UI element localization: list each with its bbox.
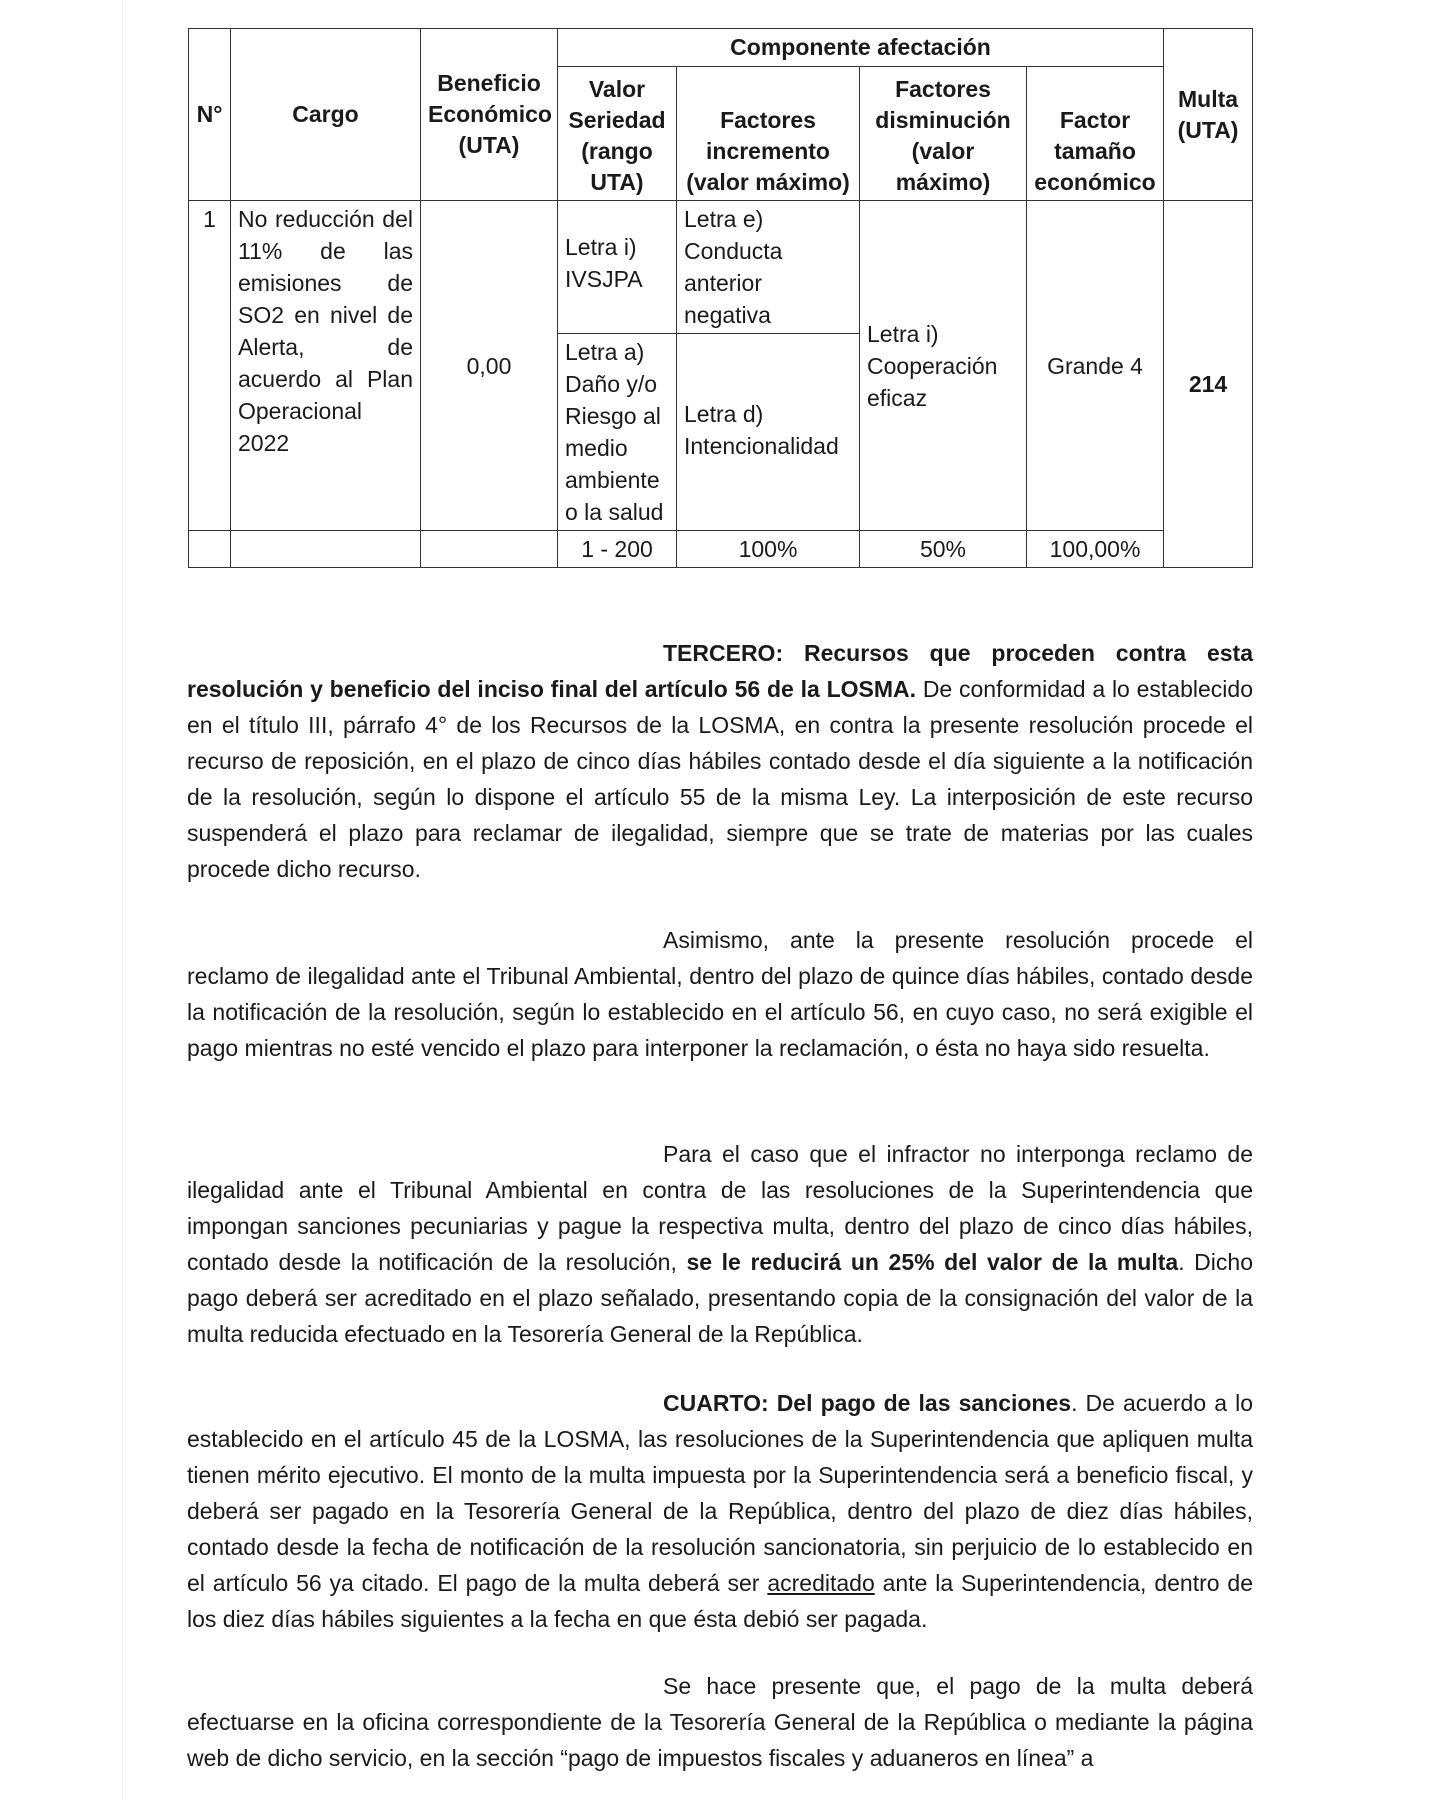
cell-cargo: No reducción del 11% de las emisiones de SO2 en nivel de Alerta, de acuerdo al Plan Operacional 2022 <box>231 201 421 531</box>
cell-valor-1: Letra i) IVSJPA <box>558 201 677 334</box>
footer-disminucion: 50% <box>860 531 1027 568</box>
header-factores-disminucion: Factores disminución (valor máximo) <box>860 67 1027 201</box>
cell-incremento-2: Letra d) Intencionalidad <box>677 334 860 531</box>
tercero-heading: TERCERO: Recursos que proceden contra esta resolución y beneficio del inciso final del artículo 56 de la LOSMA. <box>187 640 1253 702</box>
footer-tamano: 100,00% <box>1027 531 1164 568</box>
section-para-el-caso <box>187 1136 1253 1352</box>
para-el-caso-bold: se le reducirá un 25% del valor de la multa <box>686 1249 1179 1275</box>
header-beneficio: Beneficio Económico (UTA) <box>421 29 558 201</box>
tercero-body: De conformidad a lo establecido en el título III, párrafo 4° de los Recursos de la LOSMA, en contra la presente resolución procede el recurso de reposición, en el plazo de cinco días hábiles contado desde el día siguiente a la notificación de la resolución, según lo dispone el artículo 55 de la misma Ley. La interposición de este recurso suspenderá el plazo para reclamar de ilegalidad, siempre que se trate de materias por las cuales procede dicho recurso. <box>187 676 1253 882</box>
section-asimismo <box>187 922 1253 1066</box>
section-cuarto <box>187 1385 1253 1637</box>
cell-n: 1 <box>189 201 231 531</box>
cuarto-heading: CUARTO: Del pago de las sanciones <box>663 1390 1072 1416</box>
cuarto-body-end: ante la Superintendencia, dentro de los diez días hábiles siguientes a la fecha en que ésta debió ser pagada. <box>187 1570 1253 1632</box>
cell-incremento-1: Letra e) Conducta anterior negativa <box>677 201 860 334</box>
header-multa: Multa (UTA) <box>1164 29 1253 201</box>
cuarto-underlined: acreditado <box>767 1570 875 1596</box>
se-hace-paragraph: Se hace presente que, el pago de la multa deberá efectuarse en la oficina correspondiente de la Tesorería General de la República o mediante la página web de dicho servicio, en la sección “pago de impuestos fiscales y aduaneros en línea” a <box>187 1673 1253 1771</box>
cell-tamano: Grande 4 <box>1027 201 1164 531</box>
cell-valor-2: Letra a) Daño y/o Riesgo al medio ambiente o la salud <box>558 334 677 531</box>
header-valor-seriedad: Valor Seriedad (rango UTA) <box>558 67 677 201</box>
para-el-caso-text: Para el caso que el infractor no interponga reclamo de ilegalidad ante el Tribunal Ambiental en contra de las resoluciones de la Superintendencia que impongan sanciones pecuniarias y pague la respectiva multa, dentro del plazo de cinco días hábiles, contado desde la notificación de la resolución, <box>187 1141 1253 1275</box>
footer-valor: 1 - 200 <box>558 531 677 568</box>
header-factor-tamano: Factor tamaño económico <box>1027 67 1164 201</box>
scan-edge <box>122 0 123 1800</box>
para-el-caso-after: . Dicho pago deberá ser acreditado en el plazo señalado, presentando copia de la consignación del valor de la multa reducida efectuado en la Tesorería General de la República. <box>187 1249 1253 1347</box>
cuarto-body: . De acuerdo a lo establecido en el artículo 45 de la LOSMA, las resoluciones de la Superintendencia que apliquen multa tienen mérito ejecutivo. El monto de la multa impuesta por la Superintendencia será a beneficio fiscal, y deberá ser pagado en la Tesorería General de la República, dentro del plazo de diez días hábiles, contado desde la fecha de notificación de la resolución sancionatoria, sin perjuicio de lo establecido en el artículo 56 ya citado. El pago de la multa deberá ser <box>187 1390 1253 1596</box>
footer-incremento: 100% <box>677 531 860 568</box>
cell-multa: 214 <box>1164 201 1253 568</box>
header-componente: Componente afectación <box>558 29 1164 67</box>
asimismo-paragraph: Asimismo, ante la presente resolución procede el reclamo de ilegalidad ante el Tribunal Ambiental, dentro del plazo de quince días hábiles, contado desde la notificación de la resolución, según lo establecido en el artículo 56, en cuyo caso, no será exigible el pago mientras no esté vencido el plazo para interponer la reclamación, o ésta no haya sido resuelta. <box>187 927 1253 1061</box>
header-cargo: Cargo <box>231 29 421 201</box>
header-n: N° <box>189 29 231 201</box>
header-factores-incremento: Factores incremento (valor máximo) <box>677 67 860 201</box>
section-tercero <box>187 635 1253 887</box>
cell-disminucion: Letra i) Cooperación eficaz <box>860 201 1027 531</box>
section-se-hace <box>187 1668 1253 1776</box>
cell-beneficio: 0,00 <box>421 201 558 531</box>
sanction-table <box>188 28 1253 568</box>
